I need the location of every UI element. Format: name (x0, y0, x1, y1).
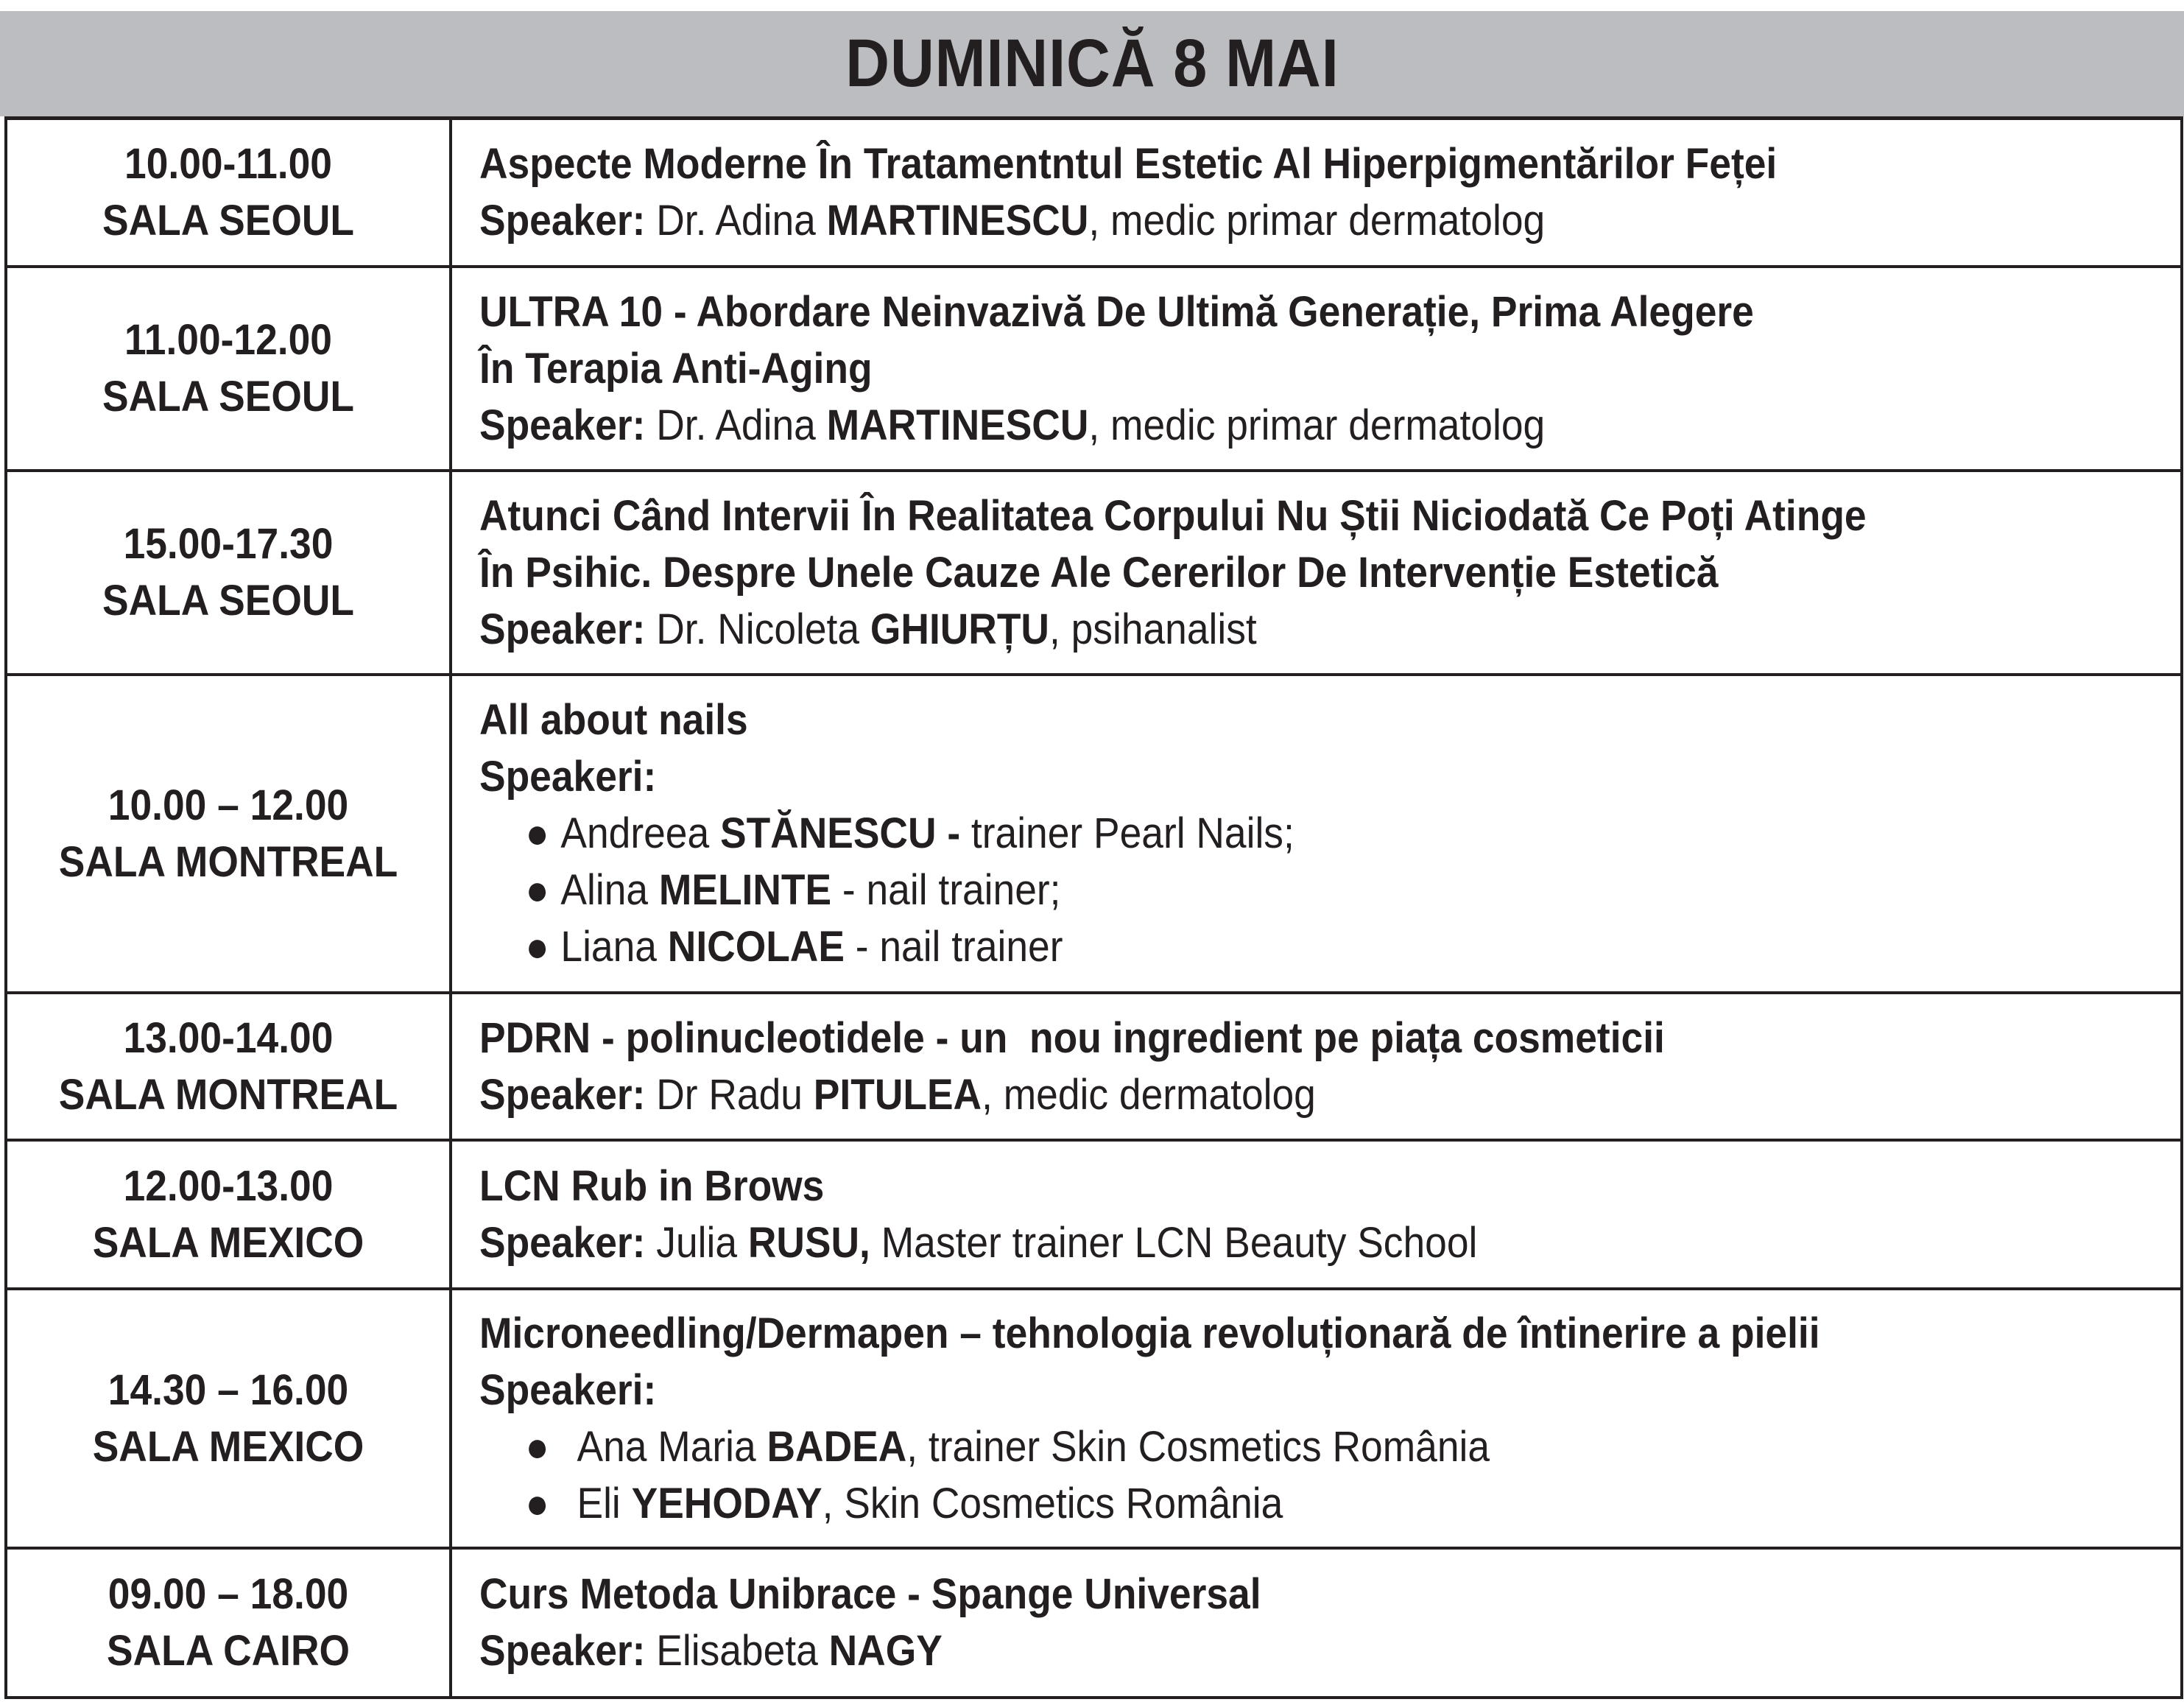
session-when (6, 993, 451, 1140)
session-when (6, 471, 451, 675)
speaker-label: Speaker: (479, 197, 646, 245)
session-time: 12.00-13.00 (123, 1161, 334, 1210)
session-details (451, 119, 2182, 267)
speaker-role: - nail trainer; (831, 866, 1061, 914)
session-details (451, 1548, 2182, 1698)
session-room: SALA MONTREAL (58, 837, 398, 886)
session-time: 10.00 – 12.00 (108, 781, 349, 829)
schedule-table (4, 116, 2183, 1699)
speaker-first-name: Andreea (560, 809, 710, 857)
session-when (6, 1140, 451, 1289)
session-time: 09.00 – 18.00 (108, 1570, 349, 1618)
speakers-label: Speakeri: (479, 1365, 657, 1414)
list-item (479, 1475, 2044, 1532)
speaker-role: - nail trainer (844, 923, 1063, 971)
session-details (451, 993, 2182, 1140)
session-speaker (479, 1066, 2044, 1123)
bullet-icon: ● (525, 1422, 549, 1471)
bullet-icon: ● (525, 866, 549, 914)
speaker-surname: NAGY (828, 1627, 943, 1675)
session-room: SALA SEOUL (102, 373, 354, 421)
list-item (479, 862, 2044, 918)
speaker-surname: MARTINESCU (826, 401, 1089, 449)
speaker-first-name: Ana Maria (577, 1422, 756, 1471)
session-title: ULTRA 10 - Abordare Neinvazivă De Ultimă Generație, Prima Alegere (479, 287, 1754, 336)
bullet-icon: ● (525, 809, 549, 857)
session-title: All about nails (479, 696, 748, 744)
speaker-first-name: Liana (560, 923, 657, 971)
session-time: 11.00-12.00 (124, 316, 332, 364)
session-title: Atunci Când Intervii În Realitatea Corpului Nu Știi Niciodată Ce Poți Atinge (479, 491, 1867, 540)
speaker-first-name: Dr. Adina (656, 401, 816, 449)
speaker-surname: STĂNESCU - (719, 809, 961, 857)
bullet-icon: ● (525, 1479, 549, 1527)
speaker-label: Speaker: (479, 1070, 646, 1119)
session-title: Microneedling/Dermapen – tehnologia revoluționară de întinerire a pielii (479, 1309, 1820, 1357)
list-item (479, 1418, 2044, 1475)
speaker-surname: NICOLAE (667, 923, 845, 971)
table-row (6, 675, 2182, 993)
session-room: SALA MEXICO (92, 1218, 364, 1267)
session-title-continued: În Terapia Anti-Aging (479, 344, 873, 393)
speaker-first-name: Dr. Adina (656, 197, 816, 245)
speaker-role: , medic primar dermatolog (1088, 197, 1546, 245)
session-speaker (479, 192, 2044, 249)
speaker-role: , Skin Cosmetics România (822, 1479, 1283, 1527)
speakers-list (479, 805, 2180, 975)
speaker-surname: MARTINESCU (826, 197, 1089, 245)
session-speaker (479, 1622, 2044, 1679)
table-row (6, 267, 2182, 471)
session-when (6, 1289, 451, 1548)
speaker-label: Speaker: (479, 1627, 646, 1675)
session-title: Aspecte Moderne În Tratamentntul Estetic Al Hiperpigmentărilor Feței (479, 140, 1778, 189)
speaker-role: , trainer Skin Cosmetics România (906, 1422, 1490, 1471)
speaker-surname: YEHODAY (631, 1479, 822, 1527)
session-when (6, 119, 451, 267)
session-when (6, 267, 451, 471)
speakers-label: Speakeri: (479, 753, 657, 801)
table-row (6, 1548, 2182, 1698)
speaker-role: , psihanalist (1049, 605, 1257, 653)
bullet-icon: ● (525, 923, 549, 971)
session-room: SALA MEXICO (92, 1422, 364, 1471)
speaker-label: Speaker: (479, 1218, 646, 1267)
session-room: SALA SEOUL (102, 197, 354, 245)
session-room: SALA SEOUL (102, 577, 354, 625)
speaker-first-name: Elisabeta (656, 1627, 818, 1675)
speaker-role: , medic primar dermatolog (1088, 401, 1546, 449)
session-details (451, 675, 2182, 993)
session-time: 10.00-11.00 (124, 140, 332, 189)
speaker-role: , medic dermatolog (982, 1070, 1316, 1119)
session-when (6, 1548, 451, 1698)
session-details (451, 1289, 2182, 1548)
speaker-first-name: Dr. Nicoleta (656, 605, 860, 653)
speaker-first-name: Eli (577, 1479, 621, 1527)
speaker-first-name: Dr Radu (656, 1070, 803, 1119)
speaker-label: Speaker: (479, 401, 646, 449)
session-title: LCN Rub in Brows (479, 1161, 825, 1210)
speaker-first-name: Alina (560, 866, 649, 914)
session-title: PDRN - polinucleotidele - un nou ingredient pe piața cosmeticii (479, 1013, 1665, 1062)
speaker-role: Master trainer LCN Beauty School (870, 1218, 1478, 1267)
session-speaker (479, 601, 2044, 658)
session-speaker (479, 1214, 2044, 1271)
session-speaker (479, 397, 2044, 454)
day-title: DUMINICĂ 8 MAI (845, 26, 1339, 101)
speaker-surname: PITULEA (813, 1070, 982, 1119)
session-time: 15.00-17.30 (123, 520, 334, 568)
session-details (451, 267, 2182, 471)
speakers-list (479, 1418, 2180, 1532)
speaker-role: trainer Pearl Nails; (960, 809, 1294, 857)
table-row (6, 119, 2182, 267)
session-title-continued: În Psihic. Despre Unele Cauze Ale Cererilor De Intervenție Estetică (479, 548, 1719, 597)
table-row (6, 993, 2182, 1140)
session-room: SALA CAIRO (106, 1627, 351, 1675)
session-details (451, 471, 2182, 675)
session-time: 14.30 – 16.00 (108, 1365, 349, 1414)
list-item (479, 918, 2044, 975)
table-row (6, 471, 2182, 675)
list-item (479, 805, 2044, 862)
table-row (6, 1140, 2182, 1289)
session-when (6, 675, 451, 993)
speaker-surname: GHIURȚU (870, 605, 1049, 653)
table-row (6, 1289, 2182, 1548)
speaker-first-name: Julia (656, 1218, 738, 1267)
speaker-surname: BADEA (767, 1422, 907, 1471)
session-time: 13.00-14.00 (123, 1013, 334, 1062)
speaker-label: Speaker: (479, 605, 646, 653)
speaker-surname: MELINTE (658, 866, 832, 914)
session-details (451, 1140, 2182, 1289)
speaker-surname: RUSU, (747, 1218, 870, 1267)
session-room: SALA MONTREAL (58, 1070, 398, 1119)
session-title: Curs Metoda Unibrace - Spange Universal (479, 1570, 1261, 1618)
day-header (0, 11, 2184, 116)
